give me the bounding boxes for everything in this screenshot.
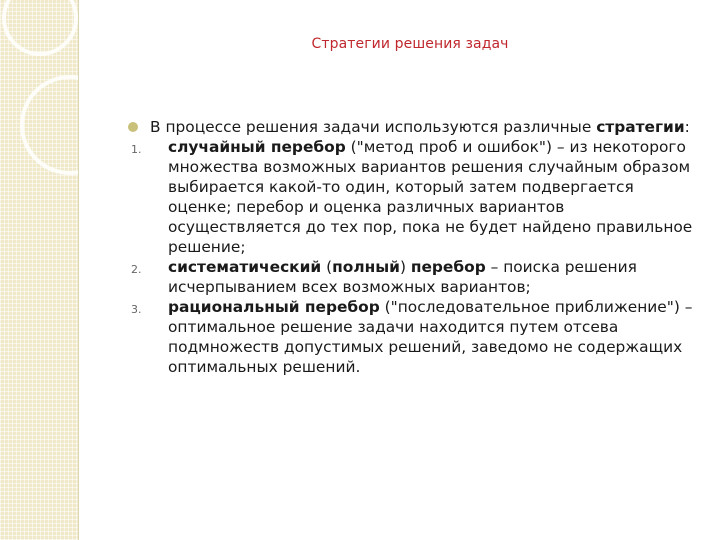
- item-term: случайный перебор: [168, 138, 346, 156]
- item-text: ("последовательное приближение") – оптимальное решение задачи находится путем отсева подмножеств допустимых решений, заведомо не содержащих оптимальных решений.: [168, 298, 693, 376]
- list-item: [128, 297, 700, 377]
- slide-title: Стратегии решения задач: [311, 36, 509, 52]
- intro-bullet: [128, 117, 700, 137]
- item-term: полный: [332, 258, 400, 276]
- intro-colon: :: [684, 118, 690, 136]
- item-text: – поиска решения исчерпыванием всех возможных вариантов;: [168, 258, 637, 296]
- intro-text: В процессе решения задачи используются различные: [150, 118, 597, 136]
- list-item-number: 2.: [131, 263, 142, 276]
- bullet-dot-icon: [128, 122, 138, 132]
- slide-content: [128, 117, 700, 377]
- item-term: рациональный перебор: [168, 298, 380, 316]
- decorative-side-strip: [0, 0, 79, 540]
- list-item-number: 3.: [131, 303, 142, 316]
- list-item-number: 1.: [131, 143, 142, 156]
- item-text: ("метод проб и ошибок") – из некоторого множества возможных вариантов решения случайным образом выбирается какой-то один, который затем подвергается оценке; перебор и оценка различных вариантов осуществляется до тех пор, пока не будет найдено правильное решение;: [168, 138, 693, 256]
- item-term: систематический: [168, 258, 322, 276]
- intro-bold: стратегии: [596, 118, 685, 136]
- list-item: [128, 137, 700, 257]
- decorative-circles: [0, 0, 78, 540]
- item-text: (: [321, 258, 333, 276]
- item-text: ): [399, 258, 411, 276]
- item-term: перебор: [410, 258, 486, 276]
- list-item: [128, 257, 700, 297]
